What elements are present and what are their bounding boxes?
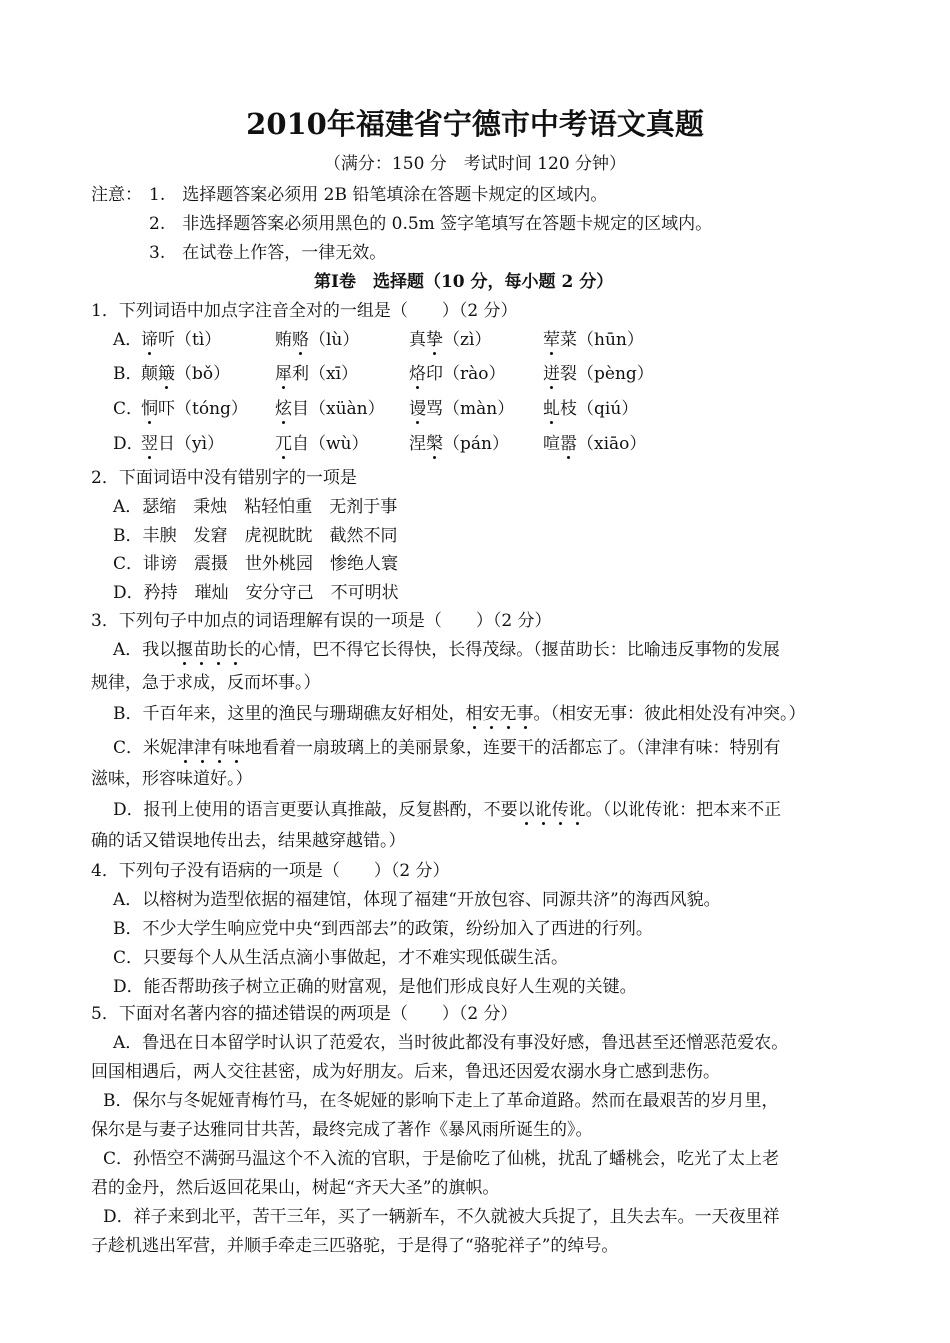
dotted-phrase: 以讹传讹 [517,800,586,820]
question-1-word: 谩骂（màn） [409,399,515,419]
question-5-line: D．祥子来到北平，苦干三年，买了一辆新车，不久就被大兵捉了，且失去车。一天夜里祥 [103,1207,780,1227]
question-1-word: 颠簸（bǒ） [141,364,231,384]
question-3-option-b [113,702,806,726]
question-1-word: 迸裂（pèng） [543,364,654,384]
question-5-line: B．保尔与冬妮娅青梅竹马，在冬妮娅的影响下走上了革命道路。然而在最艰苦的岁月里， [103,1091,779,1111]
question-4-option-d: D．能否帮助孩子树立正确的财富观，是他们形成良好人生观的关键。 [113,977,637,997]
question-2-stem: 2．下面词语中没有错别字的一项是 [91,468,357,488]
text: 地看着一扇玻璃上的美丽景象，连要干的活都忘了。（津津有味：特别有 [245,738,781,758]
question-1-word: 荤菜（hūn） [543,330,644,350]
question-1-word: 虬枝（qiú） [543,399,639,419]
question-4-option-b: B．不少大学生响应党中央“到西部去”的政策，纷纷加入了西进的行列。 [113,919,653,939]
note-item: 3. 在试卷上作答，一律无效。 [149,243,387,263]
text: A．我以 [113,640,177,660]
question-1-word: 喧嚣（xiāo） [543,434,647,454]
note-item: 1. 选择题答案必须用 2B 铅笔填涂在答题卡规定的区域内。 [149,185,608,205]
question-5-line: C．孙悟空不满弼马温这个不入流的官职，于是偷吃了仙桃，扰乱了蟠桃会，吃光了太上老 [103,1149,780,1169]
question-1-option-label: A． [113,330,143,350]
question-1-word: 真挚（zì） [409,330,492,350]
question-5-line: 回国相遇后，两人交往甚密，成为好朋友。后来，鲁迅还因爱农溺水身亡感到悲伤。 [91,1062,720,1082]
question-1-word: 涅槃（pán） [409,434,509,454]
text: 。（相安无事：彼此相处没有冲突。） [533,704,806,724]
question-1-word: 犀利（xī） [275,364,359,384]
question-4-option-a: A．以榕树为造型依据的福建馆，体现了福建“开放包容、同源共济”的海西风貌。 [113,890,721,910]
question-4-option-c: C．只要每个人从生活点滴小事做起，才不难实现低碳生活。 [113,948,569,968]
question-5-line: 子趁机逃出军营，并顺手牵走三匹骆驼，于是得了“骆驼祥子”的绰号。 [91,1236,619,1256]
question-3-stem: 3．下列句子中加点的词语理解有误的一项是（ ）（2 分） [91,611,552,631]
question-3-option-d [113,798,781,822]
question-1-stem: 1．下列词语中加点字注音全对的一组是（ ）（2 分） [91,301,518,321]
question-1-word: 烙印（rào） [409,364,506,384]
dotted-phrase: 相安无事 [465,704,534,724]
dotted-phrase: 津津有味 [177,738,246,758]
question-2-option: B．丰腴 发窘 虎视眈眈 截然不同 [113,526,398,546]
text: D．报刊上使用的语言更要认真推敲，反复斟酌，不要 [113,800,518,820]
question-1-word: 兀自（wù） [275,434,369,454]
question-1-option-label: D． [113,434,144,454]
question-3-option-a [113,638,780,662]
question-1-word: 贿赂（lù） [275,330,360,350]
note-item: 2. 非选择题答案必须用黑色的 0.5m 签字笔填写在答题卡规定的区域内。 [149,214,713,234]
text: C．米妮 [113,738,178,758]
notes-label: 注意： [91,185,142,205]
question-5-line: 君的金丹，然后返回花果山，树起“齐天大圣”的旗帜。 [91,1178,500,1198]
question-5-line: 保尔是与妻子达雅同甘共苦，最终完成了著作《暴风雨所诞生的》。 [91,1120,593,1140]
text: 。（以讹传讹：把本来不正 [585,800,782,820]
question-1-word: 谛听（tì） [141,330,222,350]
question-1-word: 恫吓（tóng） [141,399,248,419]
question-2-option: D．矜持 璀灿 安分守己 不可明状 [113,583,399,603]
question-1-word: 翌日（yì） [141,434,225,454]
question-5-stem: 5．下面对名著内容的描述错误的两项是（ ）（2 分） [91,1004,518,1024]
text: 的心情，巴不得它长得快，长得茂绿。（揠苗助长：比喻违反事物的发展 [244,640,780,660]
question-3-option-c-cont: 滋味，形容味道好。） [91,769,253,789]
dotted-phrase: 揠苗助长 [176,640,245,660]
question-1-option-label: C． [113,399,144,419]
question-2-option: A．瑟缩 秉烛 粘轻怕重 无剂于事 [113,497,398,517]
question-2-option: C．诽谤 震摄 世外桃园 惨绝人寰 [113,554,399,574]
page-title: 2010年福建省宁德市中考语文真题 [246,107,704,141]
exam-subtitle: （满分：150 分 考试时间 120 分钟） [323,154,627,174]
question-1-word: 炫目（xüàn） [275,399,385,419]
text: B．千百年来，这里的渔民与珊瑚礁友好相处， [113,704,466,724]
question-3-option-c [113,736,781,760]
question-5-line: A．鲁迅在日本留学时认识了范爱农，当时彼此都没有事没好感，鲁迅甚至还憎恶范爱农。 [113,1033,789,1053]
question-3-option-a-cont: 规律，急于求成，反而坏事。） [91,673,321,693]
section-heading: 第Ⅰ卷 选择题（10 分，每小题 2 分） [314,272,614,292]
question-1-option-label: B． [113,364,143,384]
question-4-stem: 4．下列句子没有语病的一项是（ ）（2 分） [91,861,450,881]
question-3-option-d-cont: 确的话又错误地传出去，结果越穿越错。） [91,831,406,851]
